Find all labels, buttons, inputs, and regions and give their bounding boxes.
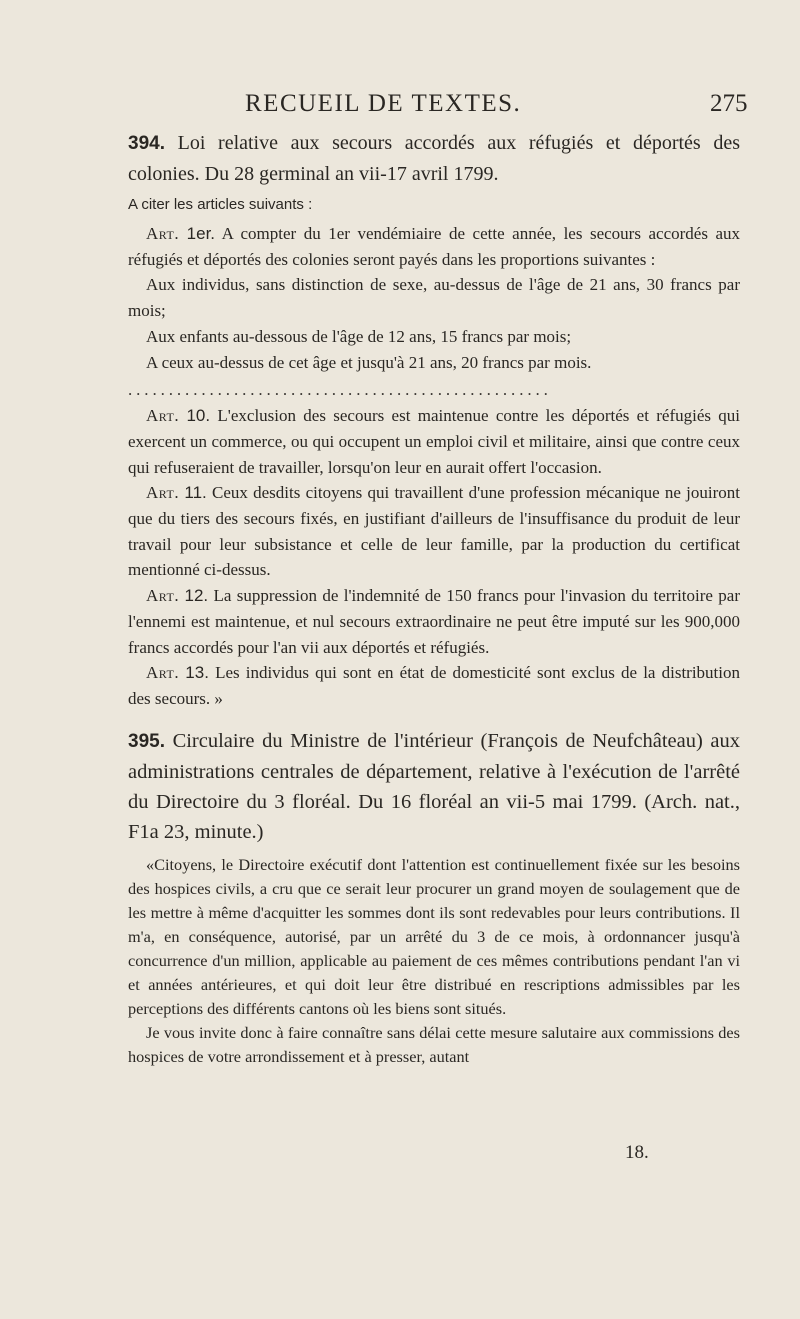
article-12-number: 12.	[184, 586, 209, 606]
article-10-number: 10.	[186, 406, 211, 426]
article-1-line-children: Aux enfants au-dessous de l'âge de 12 ans, 15 francs par mois;	[146, 326, 572, 346]
article-12	[128, 583, 740, 660]
article-10-label: Art.	[146, 406, 180, 426]
article-1-text: A compter du 1er vendémiaire de cette année, les secours accordés aux réfugiés et déportés des colonies seront payés dans les proportions suivantes :	[128, 224, 741, 269]
citation-intro: A citer les articles suivants :	[128, 196, 313, 213]
article-1	[128, 221, 740, 272]
document-395-number: 395.	[128, 730, 165, 752]
ellipsis-divider: ....................................................	[128, 380, 552, 400]
document-394-number: 394.	[128, 133, 165, 154]
article-12-label: Art.	[146, 586, 180, 606]
article-1-line-youth: A ceux au-dessus de cet âge et jusqu'à 21 ans, 20 francs par mois.	[146, 352, 592, 372]
circular-paragraph-2: Je vous invite donc à faire connaître sans délai cette mesure salutaire aux commissions des hospices de votre arrondissement et à presser, autant	[128, 1022, 740, 1066]
article-10-text: L'exclusion des secours est maintenue contre les déportés et réfugiés qui exercent un commerce, ou qui occupent un emploi civil et militaire, ainsi que contre ceux qui refuseraient de travailler, lorsqu'on leur en aurait offert l'occasion.	[128, 406, 741, 477]
signature-mark: 18.	[625, 1142, 649, 1163]
article-13-label: Art.	[146, 663, 180, 683]
article-11-label: Art.	[146, 483, 180, 503]
document-394-title	[128, 128, 740, 189]
article-1-number: 1er.	[186, 224, 216, 243]
article-13-number: 13.	[185, 663, 209, 683]
article-13	[128, 660, 740, 711]
article-1-line-adults: Aux individus, sans distinction de sexe, au-dessus de l'âge de 21 ans, 30 francs par mois;	[128, 275, 740, 321]
running-title: RECUEIL DE TEXTES.	[245, 90, 522, 117]
page-number: 275	[710, 90, 748, 117]
article-10	[128, 403, 740, 480]
article-11-number: 11.	[184, 483, 207, 503]
document-395-title	[128, 726, 740, 847]
article-1-label: Art.	[146, 224, 180, 243]
article-13-text: Les individus qui sont en état de domesticité sont exclus de la distribution des secours. »	[128, 663, 741, 708]
document-394-title-text: Loi relative aux secours accordés aux réfugiés et déportés des colonies. Du 28 germinal an vii-17 avril 1799.	[128, 132, 741, 185]
article-11-text: Ceux desdits citoyens qui travaillent d'une profession mécanique ne jouiront que du tiers des secours fixés, en justifiant d'ailleurs de l'insuffisance du produit de leur travail pour leur subsistance et celle de leur famille, par la production du certificat mentionné ci-dessus.	[128, 483, 741, 580]
circular-paragraph-1: «Citoyens, le Directoire exécutif dont l'attention est continuellement fixée sur les besoins des hospices civils, a cru que ce serait leur procurer un grand moyen de soulagement que de les mettre à même d'acquitter les sommes dont ils sont redevables pour leurs contributions. Il m'a, en conséquence, autorisé, par un arrêté du 3 de ce mois, à ordonnancer jusqu'à concurrence d'un million, applicable au paiement de ces mêmes contributions pendant l'an vi et années antérieures, et qui doit leur être distribué en rescriptions admissibles par les perceptions des différents cantons où les biens sont situés.	[128, 854, 740, 1018]
article-12-text: La suppression de l'indemnité de 150 francs pour l'invasion du territoire par l'ennemi est maintenue, et nul secours extraordinaire ne peut être imputé sur les 900,000 francs accordés pour l'an vii aux déportés et réfugiés.	[128, 586, 741, 657]
page-header	[0, 90, 800, 126]
page-body	[128, 128, 740, 1069]
document-395-title-text: Circulaire du Ministre de l'intérieur (François de Neufchâteau) aux administrations centrales de département, relative à l'exécution de l'arrêté du Directoire du 3 floréal. Du 16 floréal an vii-5 mai 1799. (Arch. nat., F1a 23, minute.)	[128, 729, 741, 843]
article-11	[128, 480, 740, 583]
